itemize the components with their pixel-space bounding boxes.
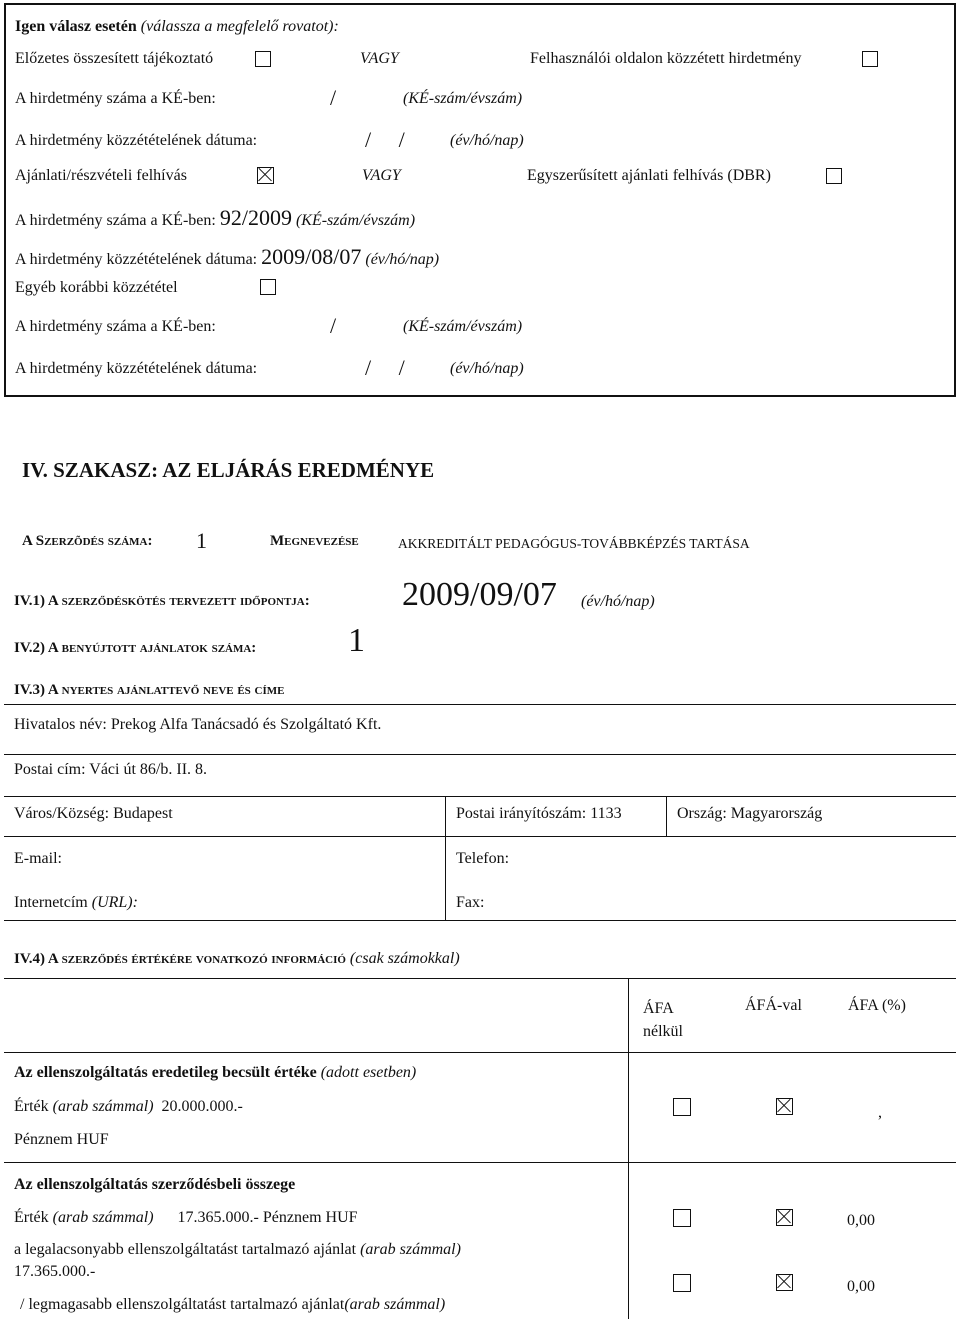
table-line-5	[4, 920, 956, 921]
name-value: AKKREDITÁLT PEDAGÓGUS-TOVÁBBKÉPZÉS TARTÁSA	[398, 536, 750, 551]
country: Ország: Magyarország	[677, 805, 823, 822]
other-prev-checkbox[interactable]	[260, 279, 276, 295]
col-afa-pct: ÁFA (%)	[848, 997, 906, 1014]
date-format-2: (év/hó/nap)	[365, 251, 440, 268]
value-table-vline	[628, 978, 629, 1319]
contract-value: 17.365.000.- Pénznem HUF	[177, 1209, 358, 1226]
iv2-value: 1	[348, 622, 365, 659]
iv4-heading	[14, 950, 460, 968]
phone: Telefon:	[456, 850, 510, 867]
iv2-label: IV.2) A benyújtott ajánlatok száma:	[14, 640, 257, 656]
iv3-label: IV.3) A nyertes ajánlattevő neve és címe	[14, 682, 285, 698]
heading-italic: (válassza a megfelelő rovatot):	[140, 18, 339, 35]
col-afa-val: ÁFÁ-val	[745, 997, 802, 1014]
contract-nelkul-checkbox[interactable]	[673, 1209, 691, 1227]
est-currency: Pénznem HUF	[14, 1131, 109, 1148]
zip: Postai irányítószám: 1133	[456, 805, 622, 822]
fax: Fax:	[456, 894, 485, 911]
date-format-3: (év/hó/nap)	[450, 360, 524, 377]
ke-number-value: 92/2009	[219, 205, 292, 230]
contract-ertek: Érték	[14, 1209, 49, 1226]
user-side-label: Felhasználói oldalon közzétett hirdetmény	[530, 50, 802, 67]
iv1-label: IV.1) A szerződéskötés tervezett időpontja:	[14, 593, 310, 609]
heading-bold: Igen válasz esetén	[15, 18, 137, 35]
prev-summary-checkbox[interactable]	[255, 51, 271, 67]
iv1-format: (év/hó/nap)	[581, 593, 655, 610]
est-val-checkbox-checked[interactable]	[776, 1098, 793, 1115]
table-line-2	[4, 754, 956, 755]
date-label-1: A hirdetmény közzétételének dátuma:	[15, 132, 258, 149]
table-vline-1	[445, 796, 446, 920]
lowest-pct: 0,00	[847, 1278, 875, 1295]
ke-format-1: (KÉ-szám/évszám)	[403, 90, 523, 107]
value-table-line-2	[4, 1162, 956, 1163]
date-slashes-3: / /	[365, 355, 405, 380]
ke-format-2: (KÉ-szám/évszám)	[295, 212, 416, 229]
est-value: 20.000.000.-	[161, 1098, 243, 1115]
est-pct: ,	[878, 1104, 882, 1121]
date-label-2-text: A hirdetmény közzétételének dátuma:	[15, 251, 258, 268]
name-label: Megnevezése	[270, 533, 359, 549]
section-title: IV. SZAKASZ: AZ ELJÁRÁS EREDMÉNYE	[22, 458, 435, 482]
invitation-label: Ajánlati/részvételi felhívás	[15, 167, 187, 184]
official-name: Hivatalos név: Prekog Alfa Tanácsadó és Szolgáltató Kft.	[14, 716, 382, 733]
date-value: 2009/08/07	[261, 244, 362, 269]
email: E-mail:	[14, 850, 62, 867]
date-format-1: (év/hó/nap)	[450, 132, 524, 149]
ke-number-slash-3: /	[330, 313, 337, 338]
simplified-label: Egyszerűsített ajánlati felhívás (DBR)	[527, 167, 771, 184]
contract-title: Az ellenszolgáltatás szerződésbeli összege	[14, 1176, 296, 1193]
iv1-value: 2009/09/07	[402, 576, 557, 613]
postal-address: Postai cím: Váci út 86/b. II. 8.	[14, 761, 208, 778]
other-prev-label: Egyéb korábbi közzététel	[15, 279, 178, 296]
ke-number-label-1: A hirdetmény száma a KÉ-ben:	[15, 90, 216, 107]
highest-italic: (arab számmal)	[344, 1296, 446, 1313]
contract-pct: 0,00	[847, 1212, 875, 1229]
contract-no-value: 1	[196, 528, 207, 553]
highest-label: / legmagasabb ellenszolgáltatást tartalmazó ajánlat	[20, 1296, 345, 1313]
lowest-arab: (arab számmal)	[360, 1241, 461, 1258]
lowest-row	[14, 1241, 461, 1259]
est-heading	[14, 1064, 416, 1082]
ke-number-label-2-text: A hirdetmény száma a KÉ-ben:	[15, 212, 216, 229]
contract-value-row	[14, 1209, 358, 1227]
highest-row	[20, 1296, 445, 1314]
date-label-2	[15, 244, 439, 270]
lowest-label: a legalacsonyabb ellenszolgáltatást tartalmazó ajánlat	[14, 1241, 357, 1258]
ke-number-label-2	[15, 205, 415, 231]
est-title: Az ellenszolgáltatás eredetileg becsült értéke	[14, 1064, 317, 1081]
url-italic: (URL):	[91, 894, 138, 911]
contract-no-label: A Szerzõdés száma:	[22, 533, 153, 549]
lowest-value: 17.365.000.-	[14, 1263, 96, 1280]
city: Város/Község: Budapest	[14, 805, 173, 822]
table-line-3	[4, 796, 956, 797]
value-table-line-1	[4, 1052, 956, 1053]
vagy-1: VAGY	[360, 50, 399, 67]
date-label-3: A hirdetmény közzétételének dátuma:	[15, 360, 258, 377]
col-afa-nelkul-line1: ÁFA	[643, 1000, 674, 1017]
ke-number-label-3: A hirdetmény száma a KÉ-ben:	[15, 318, 216, 335]
iv4-label: IV.4) A szerződés értékére vonatkozó információ	[14, 951, 346, 967]
lowest-nelkul-checkbox[interactable]	[673, 1274, 691, 1292]
table-line-4	[4, 836, 956, 837]
col-afa-nelkul-line2: nélkül	[643, 1023, 683, 1040]
value-table-top	[4, 978, 956, 979]
est-ertek: Érték	[14, 1098, 49, 1115]
table-line-1	[4, 704, 956, 705]
contract-arab: (arab számmal)	[52, 1209, 154, 1226]
invitation-checkbox-checked[interactable]	[257, 167, 274, 184]
vagy-2: VAGY	[362, 167, 401, 184]
date-slashes-1: / /	[365, 127, 405, 152]
url-row	[14, 894, 138, 912]
user-side-checkbox[interactable]	[862, 51, 878, 67]
prev-summary-label: Előzetes összesített tájékoztató	[15, 50, 214, 67]
est-arab: (arab számmal)	[52, 1098, 154, 1115]
ke-format-3: (KÉ-szám/évszám)	[403, 318, 523, 335]
ke-number-slash-1: /	[330, 85, 337, 110]
col-afa-nelkul	[643, 997, 683, 1043]
est-value-row	[14, 1098, 243, 1116]
iv4-italic: (csak számokkal)	[349, 950, 460, 967]
url-label: Internetcím	[14, 894, 88, 911]
est-italic: (adott esetben)	[320, 1064, 417, 1081]
contract-val-checkbox-checked[interactable]	[776, 1209, 793, 1226]
est-nelkul-checkbox[interactable]	[673, 1098, 691, 1116]
heading	[15, 18, 339, 36]
table-vline-2	[666, 796, 667, 836]
lowest-val-checkbox-checked[interactable]	[776, 1274, 793, 1291]
simplified-checkbox[interactable]	[826, 168, 842, 184]
